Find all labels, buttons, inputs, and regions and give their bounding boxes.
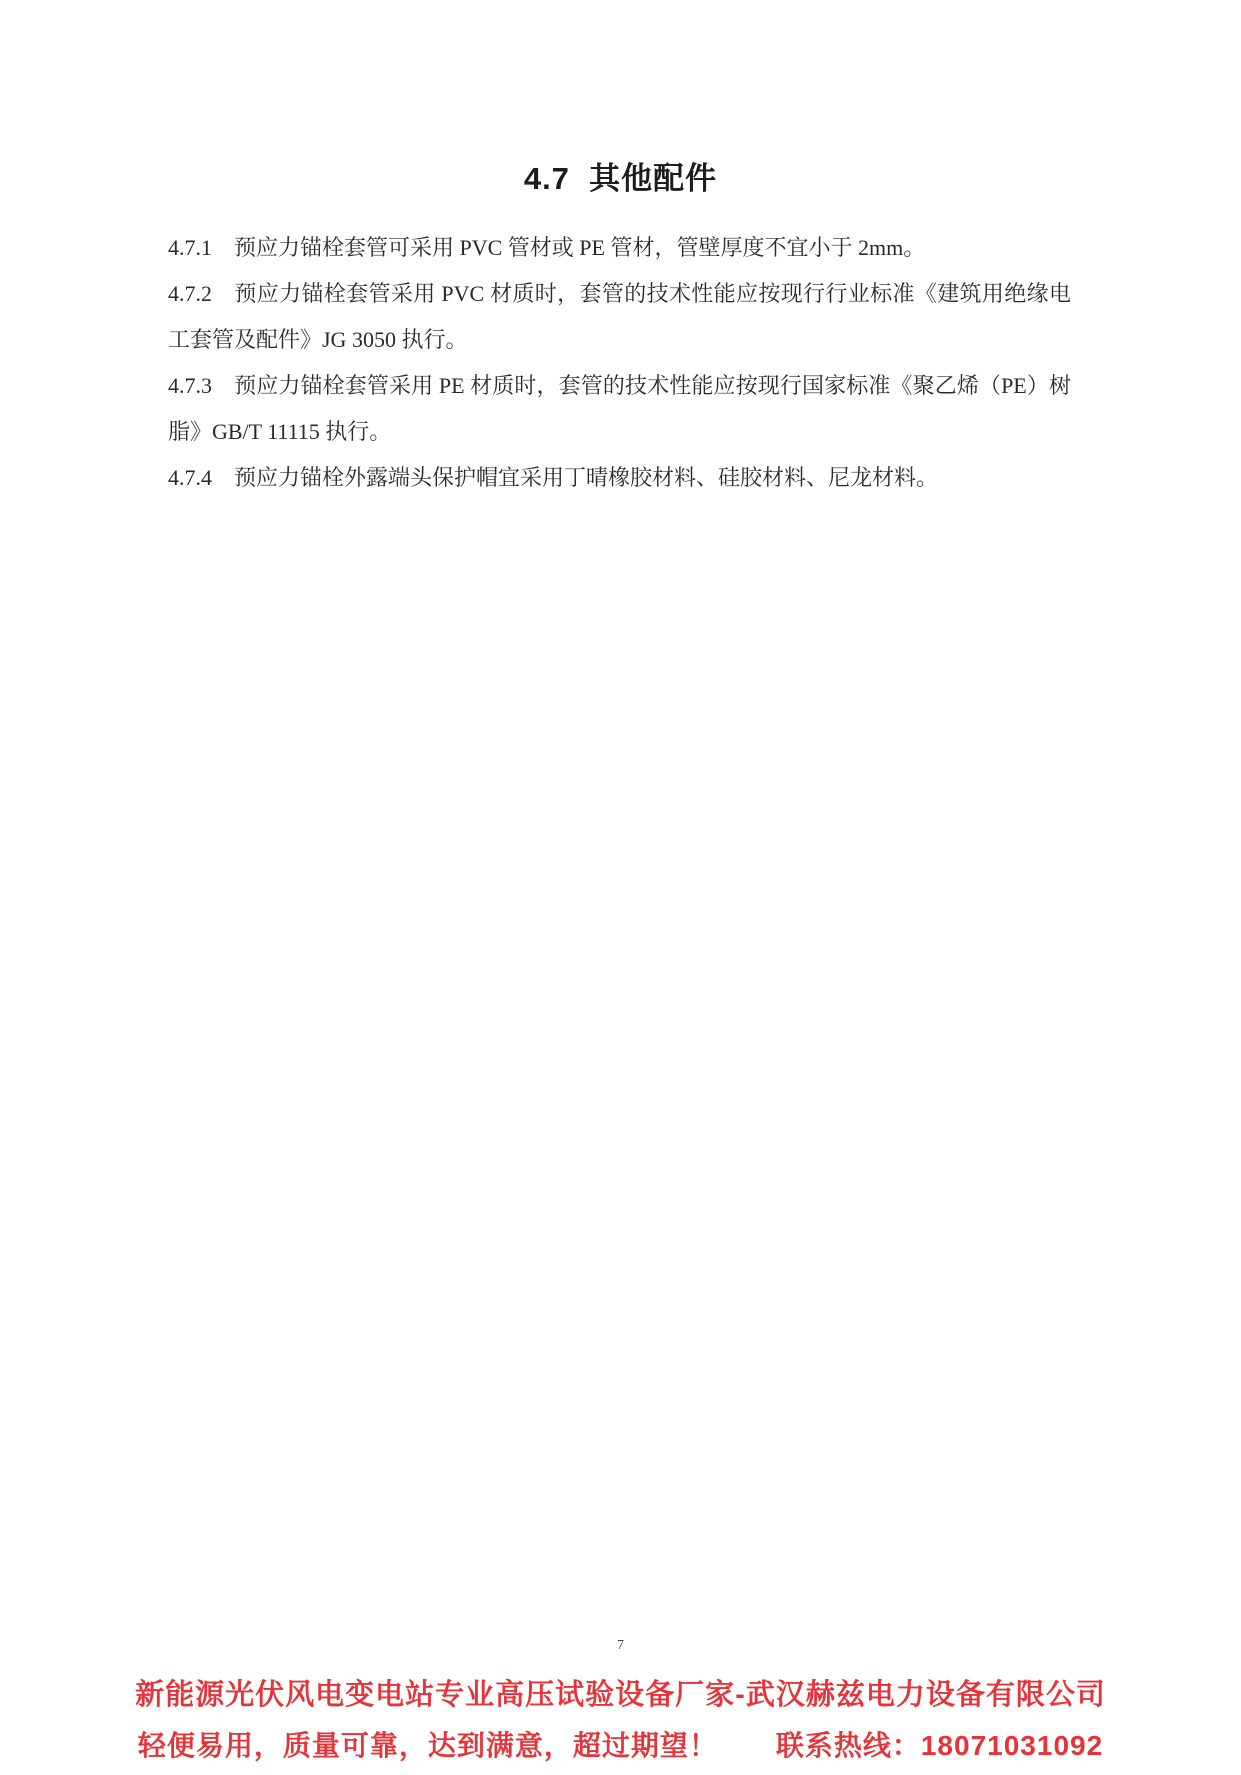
page-number: 7 xyxy=(617,1637,624,1653)
page-title: 4.7 其他配件 xyxy=(523,160,718,196)
footer-slogan: 轻便易用，质量可靠，达到满意，超过期望！ xyxy=(137,1729,718,1761)
clause-text: 预应力锚栓外露端头保护帽宜采用丁晴橡胶材料、硅胶材料、尼龙材料。 xyxy=(234,464,939,490)
clause-text: 预应力锚栓套管采用 PE 材质时，套管的技术性能应按现行国家标准《聚乙烯（PE）树脂》GB/T 11115 执行。 xyxy=(168,372,1071,444)
clause-4-7-3 xyxy=(168,363,1071,455)
clause-number: 4.7.4 xyxy=(168,464,212,490)
clause-4-7-4 xyxy=(168,455,1071,501)
footer-company-line: 新能源光伏风电变电站专业高压试验设备厂家-武汉赫兹电力设备有限公司 xyxy=(135,1678,1106,1711)
clause-text: 预应力锚栓套管采用 PVC 材质时，套管的技术性能应按现行行业标准《建筑用绝缘电工套管及配件》JG 3050 执行。 xyxy=(168,280,1071,352)
clauses-section xyxy=(168,225,1071,501)
footer-slogan-line xyxy=(0,1721,1241,1771)
footer-banner xyxy=(0,1669,1241,1771)
clause-4-7-2 xyxy=(168,271,1071,363)
clause-number: 4.7.2 xyxy=(168,280,212,306)
footer-hotline: 联系热线：18071031092 xyxy=(775,1729,1104,1761)
clause-text: 预应力锚栓套管可采用 PVC 管材或 PE 管材，管壁厚度不宜小于 2mm。 xyxy=(234,234,926,260)
clause-number: 4.7.3 xyxy=(168,372,212,398)
clause-number: 4.7.1 xyxy=(168,234,212,260)
document-page xyxy=(0,21,1241,1761)
clause-4-7-1 xyxy=(168,225,1071,271)
